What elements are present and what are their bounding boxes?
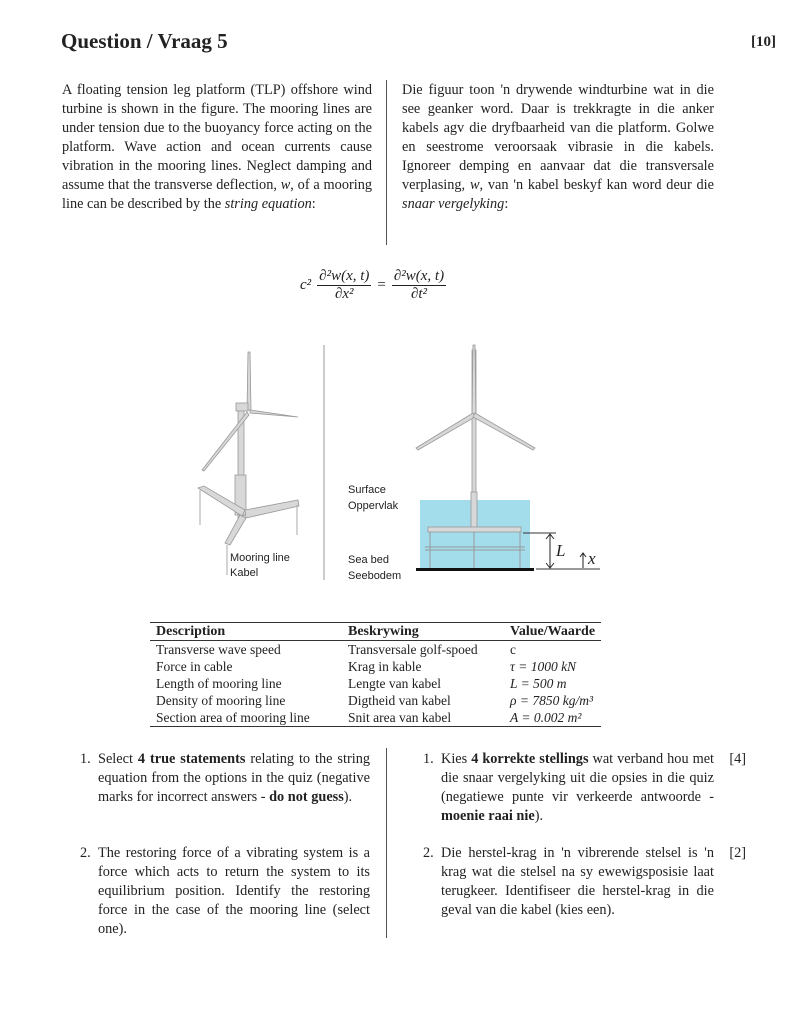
question-number: 1. (423, 751, 434, 767)
var-w: w (280, 177, 291, 193)
cell: Krag in kable (348, 659, 422, 674)
cell: Force in cable (156, 659, 233, 674)
cell: L = 500 m (510, 676, 567, 691)
eq-lhs-den: ∂x² (334, 286, 354, 302)
label-sea-bed: Sea bed (348, 554, 389, 566)
cell: Section area of mooring line (156, 710, 310, 725)
cell: Digtheid van kabel (348, 693, 451, 708)
intro-af-end: : (504, 196, 509, 212)
intro-af-text: Die figuur toon 'n drywende windturbine wat in die see geanker word. Daar is trekkragte in die anker kabels agv die dryfbaarheid van die platform. Golwe en seestrome veroorsaak vibrasie in die kabels. Ignoreer demping en aanvaar dat die transversale verplasing, (402, 82, 714, 193)
header-beskrywing: Beskrywing (342, 623, 504, 641)
label-kabel: Kabel (230, 567, 259, 579)
q-bold: 4 korrekte stellings (471, 751, 589, 767)
cell: Snit area van kabel (348, 710, 452, 725)
question-number: 2. (423, 845, 434, 861)
sea-bed-line (416, 568, 534, 571)
intro-af-em: snaar vergelyking (402, 196, 505, 212)
label-oppervlak: Oppervlak (348, 500, 399, 512)
cell: Density of mooring line (156, 693, 286, 708)
question-1-afrikaans (423, 750, 746, 826)
table-row (150, 641, 601, 659)
eq-equals: = (377, 277, 386, 293)
var-w: w (469, 177, 480, 193)
intro-en-mid: , of a mooring line can be described by the (62, 177, 373, 212)
header-description: Description (150, 623, 342, 641)
total-marks: [10] (751, 34, 776, 50)
q-text: ). (343, 789, 353, 805)
q-text: Select (98, 751, 138, 767)
cell: Transversale golf-spoed (348, 642, 478, 657)
question-number: 1. (80, 751, 91, 767)
table-row (150, 658, 601, 675)
table-row (150, 675, 601, 692)
intro-en-em: string equation (224, 196, 312, 212)
cell: c (510, 642, 516, 657)
cell: ρ = 7850 kg/m³ (510, 693, 594, 708)
question-1-english (80, 750, 370, 807)
q-bold: do not guess (269, 789, 344, 805)
page-title: Question / Vraag 5 (61, 29, 228, 53)
tlp-figure (190, 340, 610, 590)
eq-rhs-num: ∂²w(x, t) (393, 268, 445, 284)
column-divider (386, 748, 387, 938)
q-text: The restoring force of a vibrating system is a force which acts to return the system to its equilibrium position. Identify the restoring force in the case of the mooring line (select one). (98, 845, 370, 937)
q-text: relating to the string equation from the options in the quiz (negative marks for incorrect answers - (98, 751, 370, 805)
intro-afrikaans (402, 81, 714, 214)
string-equation (300, 268, 446, 303)
question-marks: [2] (729, 845, 746, 861)
table-row (150, 692, 601, 709)
cell: Length of mooring line (156, 676, 282, 691)
label-x: x (588, 549, 596, 568)
eq-coef: c² (300, 277, 312, 293)
parameter-table (150, 622, 601, 727)
cell: Transverse wave speed (156, 642, 281, 657)
q-text: Kies (441, 751, 472, 767)
intro-english (62, 81, 372, 214)
eq-lhs-num: ∂²w(x, t) (319, 268, 370, 284)
question-number: 2. (80, 845, 91, 861)
label-mooring-line: Mooring line (230, 552, 290, 564)
intro-en-text: A floating tension leg platform (TLP) offshore wind turbine is shown in the figure. The mooring lines are under tension due to the buoyancy force acting on the platform. Wave action and ocean currents cause vibration in the mooring lines. Neglect damping and assume that the transverse deflection, (62, 82, 372, 193)
q-bold: 4 true statements (137, 751, 246, 767)
cell: Lengte van kabel (348, 676, 441, 691)
label-L: L (556, 541, 566, 560)
turbine-3d-illustration (198, 352, 299, 545)
q-text: ). (534, 808, 544, 824)
q-text: Die herstel-krag in 'n vibrerende stelsel is 'n krag wat die stelsel na sy ewewigsposisie laat terugkeer. Identifiseer die herstel-krag in die geval van die kabel (kies een). (441, 845, 714, 918)
question-2-afrikaans (423, 844, 746, 920)
question-marks: [4] (729, 751, 746, 767)
q-bold: moenie raai nie (441, 808, 535, 824)
header-value: Value/Waarde (504, 623, 601, 641)
eq-rhs-den: ∂t² (410, 286, 428, 302)
intro-en-end: : (311, 196, 316, 212)
eq-lhs (317, 268, 371, 303)
eq-rhs (392, 268, 446, 303)
label-seebodem: Seebodem (348, 570, 402, 582)
label-surface: Surface (348, 484, 386, 496)
table-row (150, 709, 601, 727)
column-divider (386, 80, 387, 245)
cell: A = 0.002 m² (510, 710, 582, 725)
question-2-english (80, 844, 370, 939)
q-text: wat verband hou met die snaar vergelyking uit die opsies in die quiz (negatiewe punte vir verkeerde antwoorde - (441, 751, 715, 805)
cell: τ = 1000 kN (510, 659, 577, 674)
intro-af-mid: , van 'n kabel beskyf kan word deur die (479, 177, 714, 193)
